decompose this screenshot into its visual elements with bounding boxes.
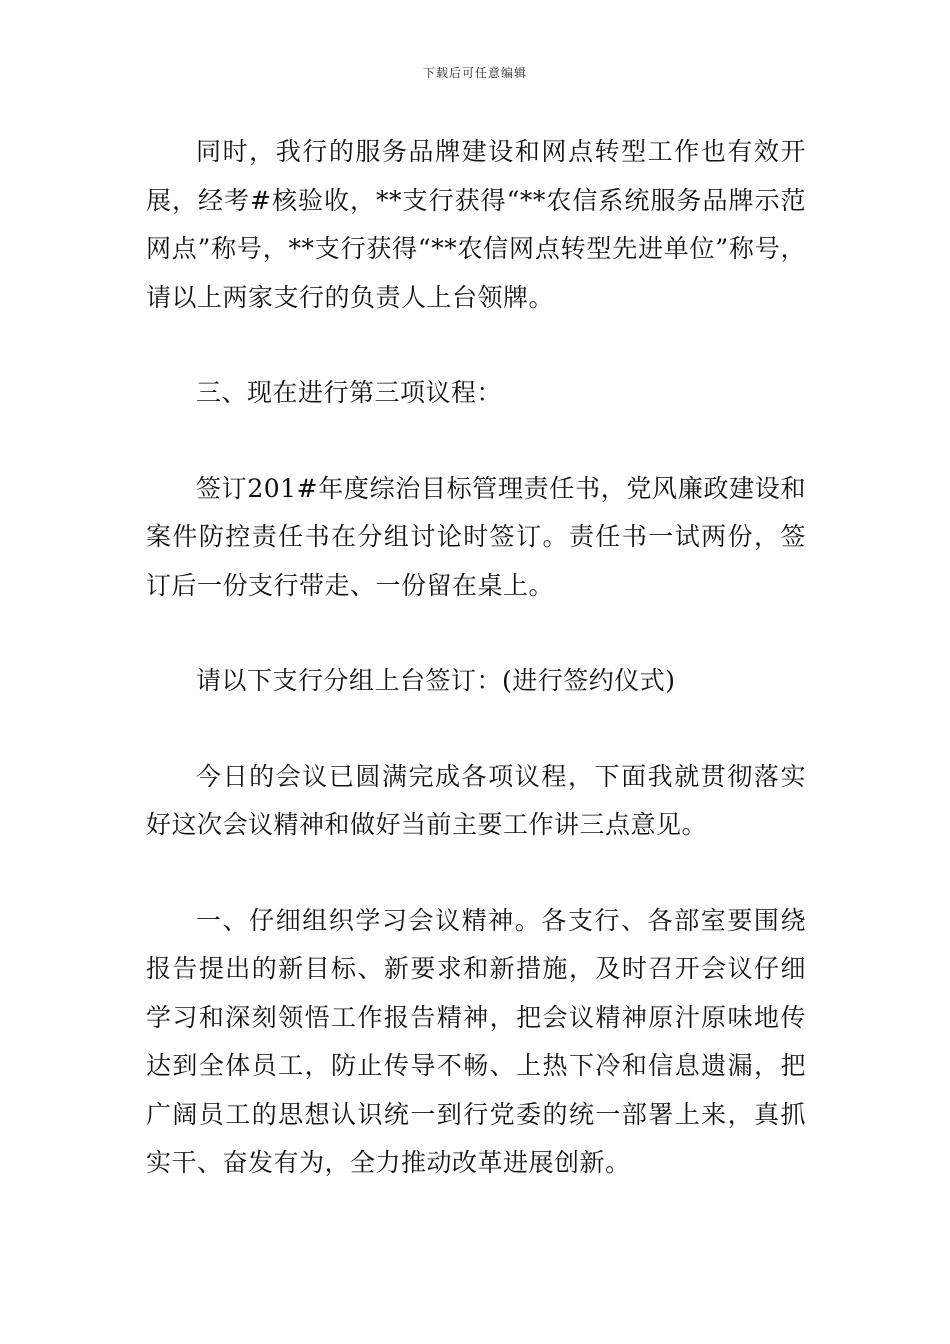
paragraph-gap bbox=[146, 850, 806, 897]
paragraph-meeting-summary: 今日的会议已圆满完成各项议程，下面我就贯彻落实好这次会议精神和做好当前主要工作讲三点意见。 bbox=[146, 761, 806, 839]
paragraph-responsibility-signing: 签订201#年度综治目标管理责任书，党风廉政建设和案件防控责任书在分组讨论时签订。责任书一试两份，签订后一份支行带走、一份留在桌上。 bbox=[146, 473, 806, 600]
paragraph-gap bbox=[146, 322, 806, 369]
paragraph-gap bbox=[146, 418, 806, 465]
paragraph-agenda-three: 三、现在进行第三项议程： bbox=[196, 378, 503, 407]
page-header-note: 下载后可任意编辑 bbox=[422, 66, 527, 80]
paragraph-gap bbox=[146, 610, 806, 657]
paragraph-signing-ceremony: 请以下支行分组上台签订：(进行签约仪式) bbox=[196, 666, 676, 695]
paragraph-service-brand: 同时，我行的服务品牌建设和网点转型工作也有效开展，经考#核验收，**支行获得“**农信系统服务品牌示范网点”称号，**支行获得“**农信网点转型先进单位”称号，请以上两家支行的负责人上台领牌。 bbox=[146, 137, 806, 312]
document-body bbox=[146, 128, 806, 1188]
paragraph-point-one: 一、仔细组织学习会议精神。各支行、各部室要围绕报告提出的新目标、新要求和新措施，及时召开会议仔细学习和深刻领悟工作报告精神，把会议精神原汁原味地传达到全体员工，防止传导不畅、上热下冷和信息遗漏，把广阔员工的思想认识统一到行党委的统一部署上来，真抓实干、奋发有为，全力推动改革进展创新。 bbox=[146, 905, 806, 1177]
paragraph-gap bbox=[146, 706, 806, 753]
